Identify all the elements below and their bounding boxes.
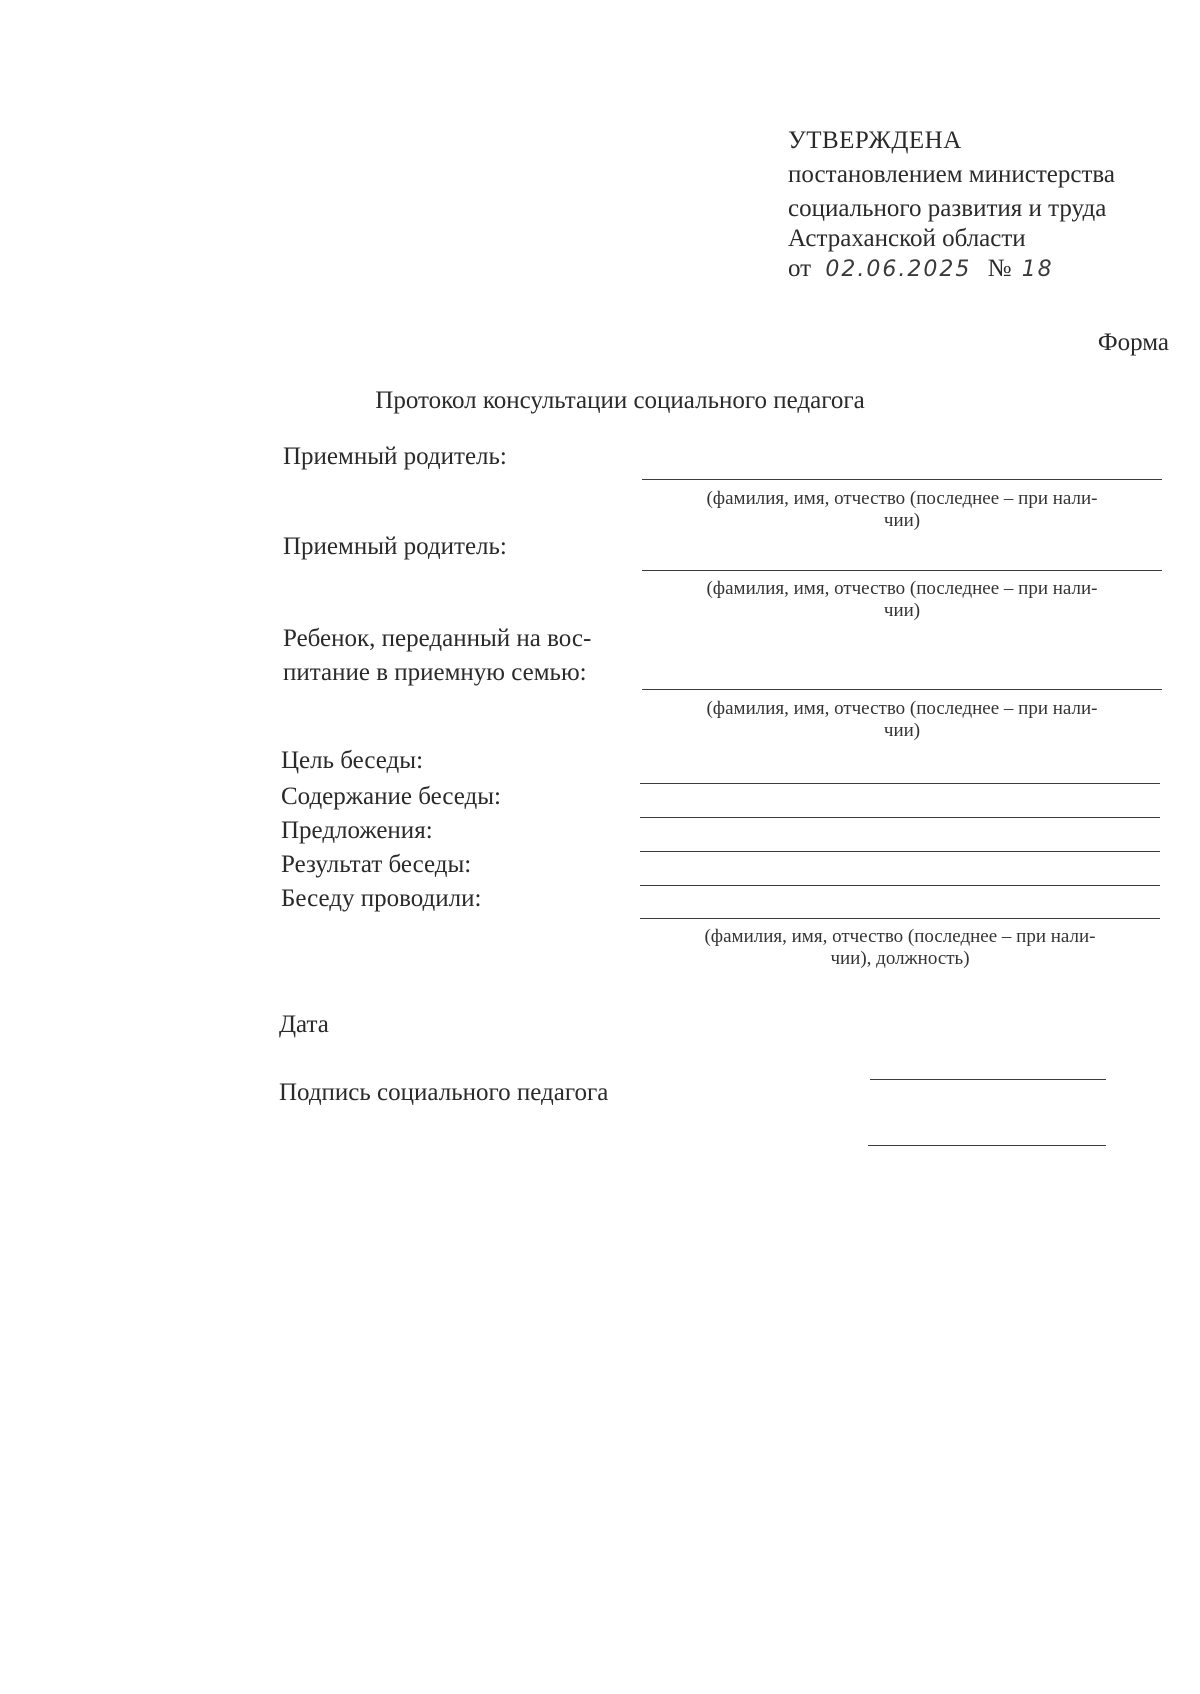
hint-line: (фамилия, имя, отчество (последнее – при нали-	[706, 578, 1098, 599]
field-label-goal: Цель беседы:	[281, 747, 424, 774]
field-label-parent-1: Приемный родитель:	[283, 443, 507, 470]
parent-2-hint	[642, 578, 1162, 622]
hint-line: чии)	[883, 720, 921, 741]
child-hint	[642, 698, 1162, 742]
hint-line: (фамилия, имя, отчество (последнее – при нали-	[706, 698, 1098, 719]
conducted-fill-line	[640, 918, 1160, 919]
result-fill-line	[640, 885, 1160, 886]
date-fill-line	[870, 1079, 1106, 1080]
number-prefix: №	[987, 255, 1012, 282]
hint-line: чии)	[883, 510, 921, 531]
date-prefix: от	[788, 255, 812, 282]
approval-line-2: социального развития и труда	[788, 195, 1107, 222]
field-label-parent-2: Приемный родитель:	[283, 533, 507, 560]
field-label-result: Результат беседы:	[281, 851, 472, 878]
parent-1-fill-line	[642, 479, 1162, 480]
parent-1-hint	[642, 488, 1162, 532]
parent-2-fill-line	[642, 570, 1162, 571]
proposals-fill-line	[640, 851, 1160, 852]
field-label-child-2: питание в приемную семью:	[283, 659, 587, 686]
conducted-hint	[640, 926, 1160, 970]
hint-line: чии), должность)	[830, 948, 970, 969]
approval-heading: УТВЕРЖДЕНА	[788, 127, 962, 154]
approval-line-1: постановлением министерства	[788, 161, 1115, 188]
handwritten-number: 18	[1021, 257, 1054, 282]
content-fill-line	[640, 817, 1160, 818]
field-label-proposals: Предложения:	[281, 817, 433, 844]
child-fill-line	[642, 689, 1162, 690]
handwritten-date: 02.06.2025	[825, 257, 972, 282]
hint-line: чии)	[883, 600, 921, 621]
hint-line: (фамилия, имя, отчество (последнее – при нали-	[704, 926, 1096, 947]
page-title: Протокол консультации социального педагога	[375, 387, 865, 414]
signature-fill-line	[868, 1145, 1106, 1146]
field-label-conducted: Беседу проводили:	[281, 885, 482, 912]
field-label-content: Содержание беседы:	[281, 783, 501, 810]
date-label: Дата	[279, 1011, 329, 1038]
goal-fill-line	[640, 783, 1160, 784]
hint-line: (фамилия, имя, отчество (последнее – при нали-	[706, 488, 1098, 509]
approval-date-line	[788, 256, 1054, 281]
signature-label: Подпись социального педагога	[279, 1079, 609, 1106]
field-label-child-1: Ребенок, переданный на вос-	[283, 625, 592, 652]
form-label: Форма	[1097, 329, 1169, 356]
approval-line-3: Астраханской области	[788, 225, 1026, 252]
